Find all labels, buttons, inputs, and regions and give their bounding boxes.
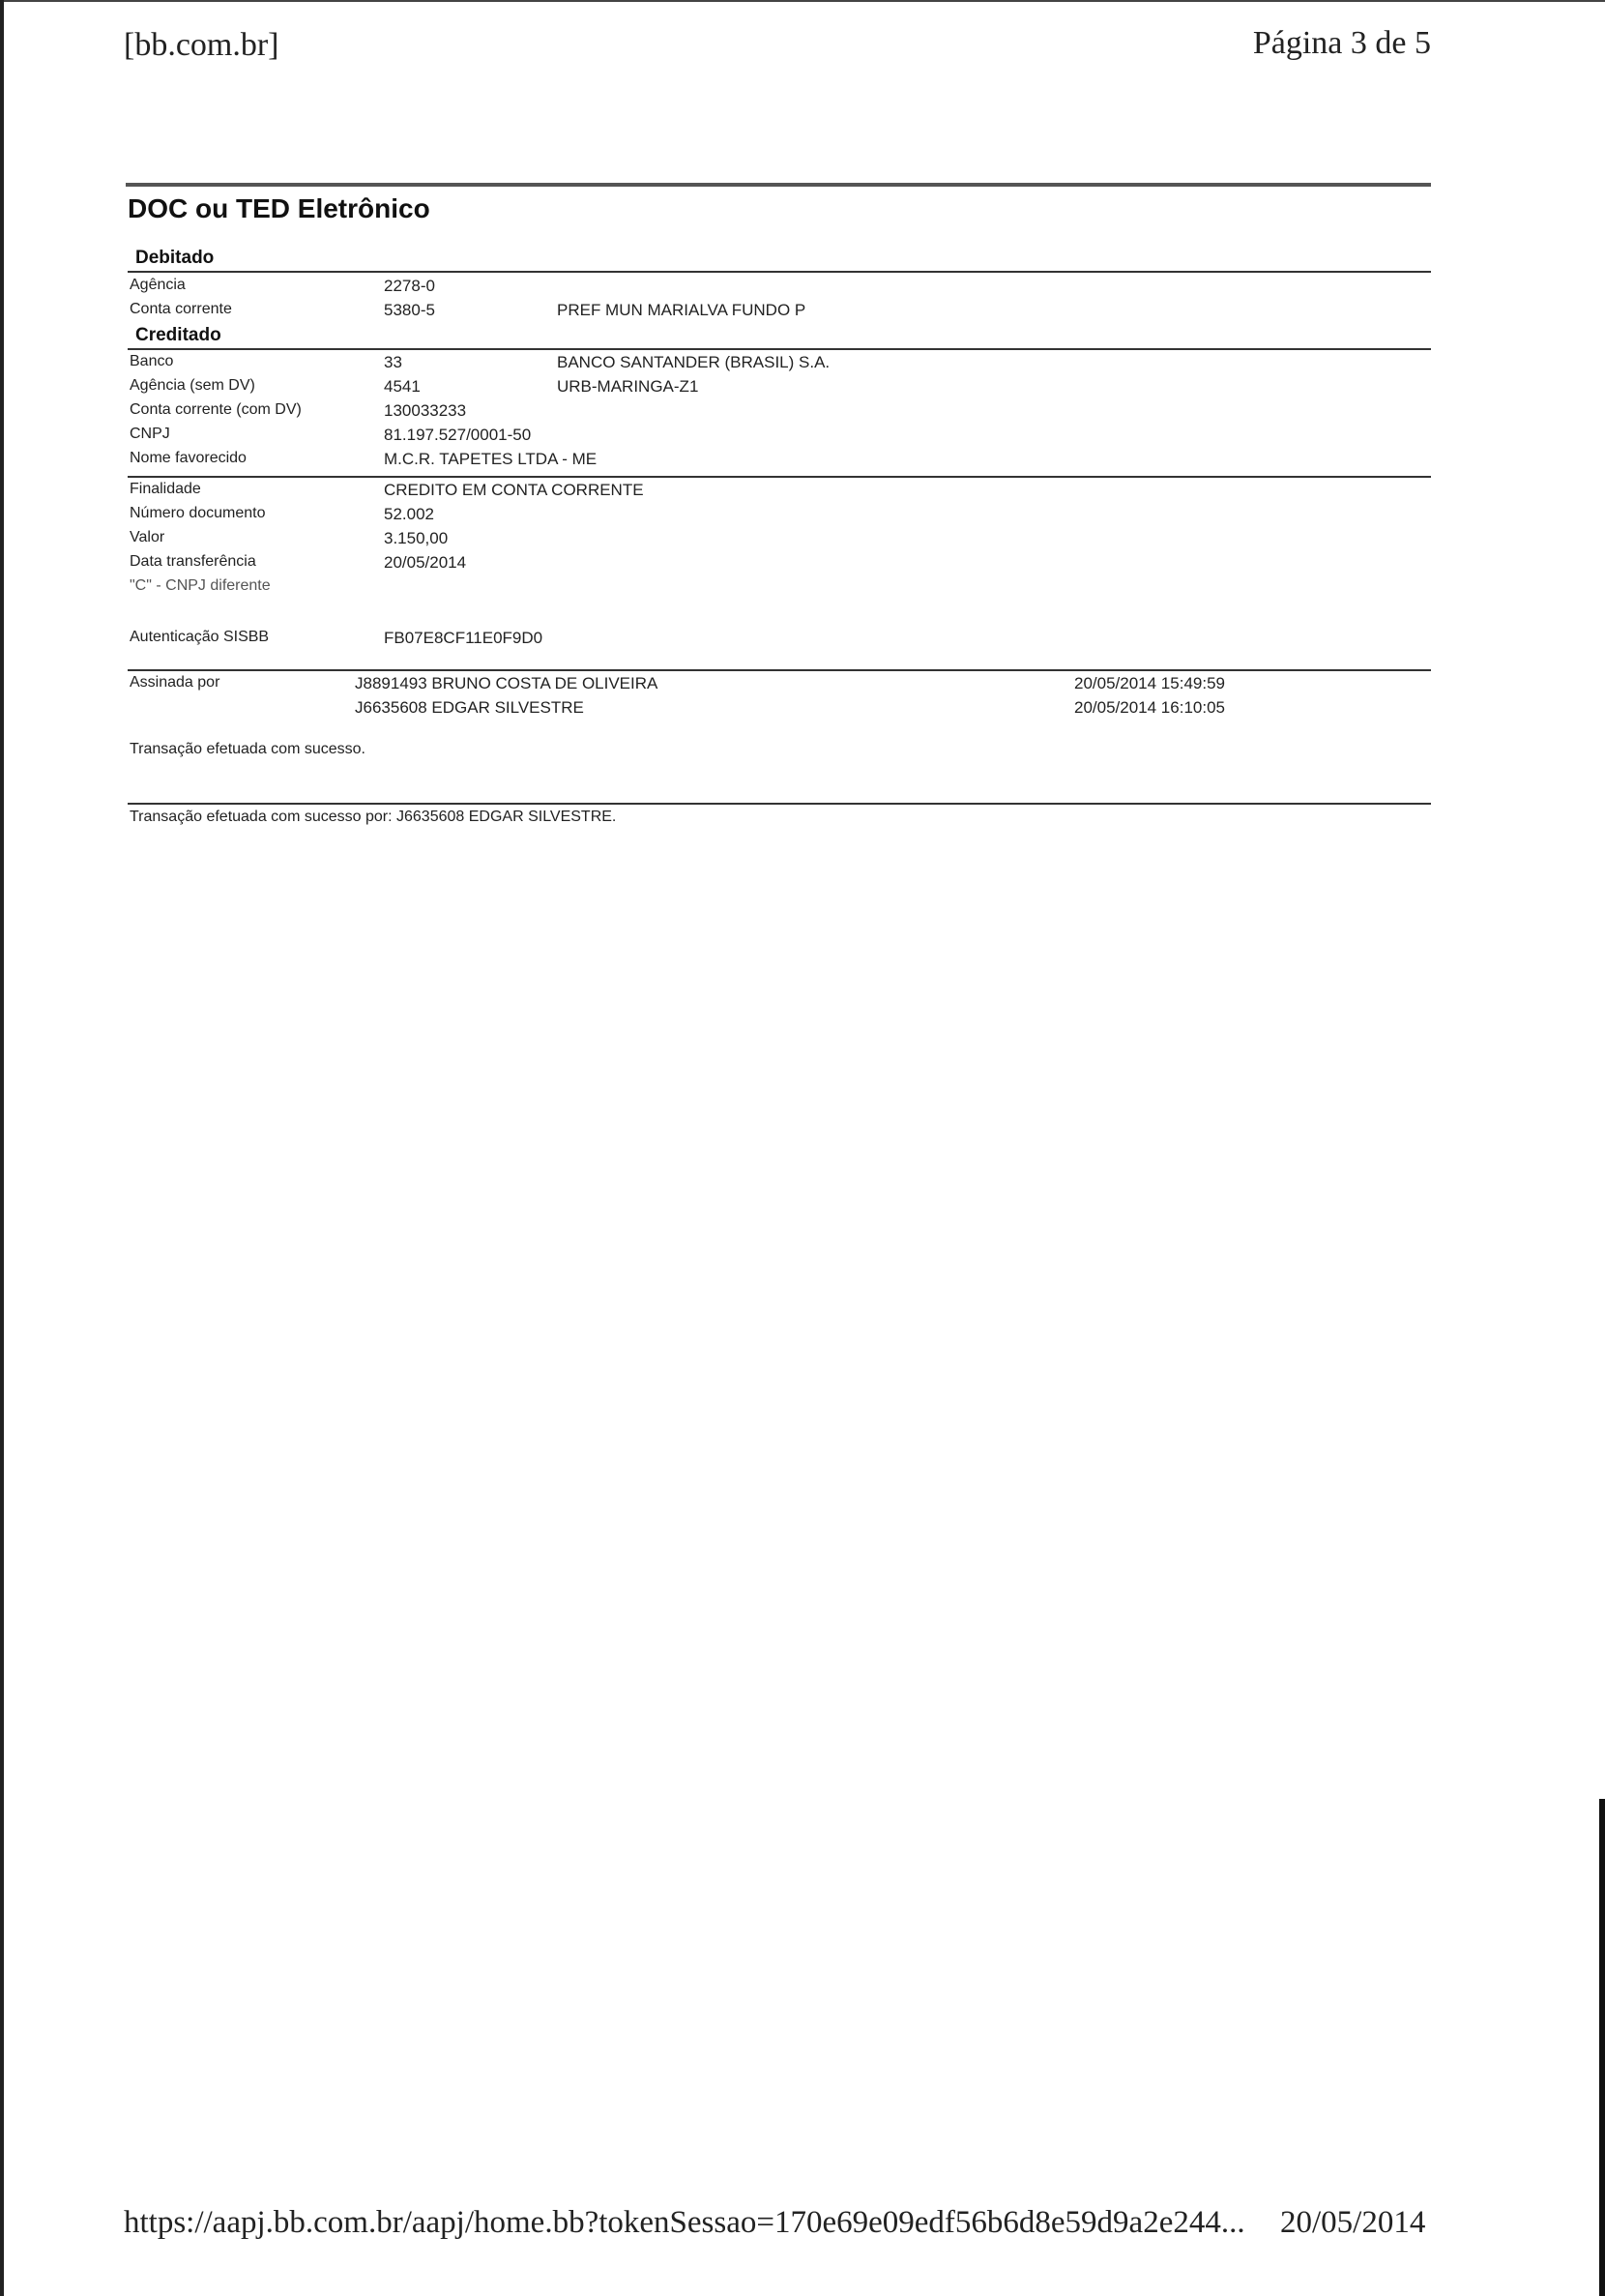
status-message: Transação efetuada com sucesso.: [130, 741, 365, 757]
status-por-message: Transação efetuada com sucesso por: J6635608 EDGAR SILVESTRE.: [130, 809, 617, 825]
scan-edge-left: [0, 0, 4, 2296]
field-value: 33: [384, 353, 402, 371]
field-label: CNPJ: [130, 426, 170, 442]
signer-name: J6635608 EDGAR SILVESTRE: [355, 698, 584, 717]
header-page-number: Página 3 de 5: [1252, 25, 1431, 61]
title-rule: [126, 183, 1431, 187]
detalhes-row-data: [0, 553, 1605, 576]
field-extra: BANCO SANTANDER (BRASIL) S.A.: [557, 353, 831, 371]
debitado-row-agencia: [0, 277, 1605, 300]
footer-url: https://aapj.bb.com.br/aapj/home.bb?tokenSessao=170e69e09edf56b6d8e59d9a2e244...: [124, 2205, 1245, 2240]
creditado-rule: [128, 348, 1431, 350]
detalhes-row-valor: [0, 529, 1605, 552]
signer-name: J8891493 BRUNO COSTA DE OLIVEIRA: [355, 674, 658, 692]
field-label: Agência (sem DV): [130, 377, 255, 394]
field-label: "C" - CNPJ diferente: [130, 577, 271, 594]
field-label: Número documento: [130, 505, 266, 521]
field-value: 2278-0: [384, 277, 435, 295]
field-label: Data transferência: [130, 553, 256, 570]
field-label: Conta corrente: [130, 301, 232, 317]
field-value: 130033233: [384, 401, 467, 420]
assinada-label: Assinada por: [130, 674, 220, 691]
autenticacao-label: Autenticação SISBB: [130, 629, 270, 645]
field-value: 4541: [384, 377, 421, 396]
detalhes-row-finalidade: [0, 481, 1605, 504]
autenticacao-row: [0, 629, 1605, 652]
field-label: Valor: [130, 529, 165, 545]
assinada-rule: [128, 669, 1431, 671]
field-extra: URB-MARINGA-Z1: [557, 377, 699, 396]
creditado-row-banco: [0, 353, 1605, 376]
status-por-rule: [128, 803, 1431, 805]
field-value: CREDITO EM CONTA CORRENTE: [384, 481, 644, 499]
section-creditado: Creditado: [135, 325, 221, 345]
header-site: [bb.com.br]: [124, 27, 279, 63]
field-label: Banco: [130, 353, 174, 369]
detalhes-row-cnpj-diferente: [0, 577, 1605, 601]
detalhes-rule: [128, 476, 1431, 478]
field-label: Agência: [130, 277, 186, 293]
signer-datetime: 20/05/2014 16:10:05: [1074, 698, 1225, 717]
field-value: 81.197.527/0001-50: [384, 426, 532, 444]
debitado-row-conta: [0, 301, 1605, 324]
field-label: Nome favorecido: [130, 450, 247, 466]
creditado-row-conta: [0, 401, 1605, 425]
field-value: 20/05/2014: [384, 553, 467, 572]
creditado-row-cnpj: [0, 426, 1605, 449]
field-label: Finalidade: [130, 481, 201, 497]
field-value: 3.150,00: [384, 529, 449, 547]
signer-datetime: 20/05/2014 15:49:59: [1074, 674, 1225, 692]
creditado-row-nome: [0, 450, 1605, 473]
scan-edge-top: [0, 0, 1605, 2]
document-title: DOC ou TED Eletrônico: [128, 193, 430, 223]
field-label: Conta corrente (com DV): [130, 401, 302, 418]
field-value: 52.002: [384, 505, 434, 523]
field-value: 5380-5: [384, 301, 435, 319]
field-value: M.C.R. TAPETES LTDA - ME: [384, 450, 598, 468]
assinada-row-1: [0, 674, 1605, 697]
footer-date: 20/05/2014: [1280, 2205, 1426, 2240]
autenticacao-value: FB07E8CF11E0F9D0: [384, 629, 543, 647]
creditado-row-agencia: [0, 377, 1605, 400]
detalhes-row-numero: [0, 505, 1605, 528]
scan-edge-right: [1599, 1799, 1605, 2296]
debitado-rule: [128, 271, 1431, 273]
assinada-row-2: [0, 698, 1605, 721]
field-extra: PREF MUN MARIALVA FUNDO P: [557, 301, 806, 319]
section-debitado: Debitado: [135, 248, 215, 268]
